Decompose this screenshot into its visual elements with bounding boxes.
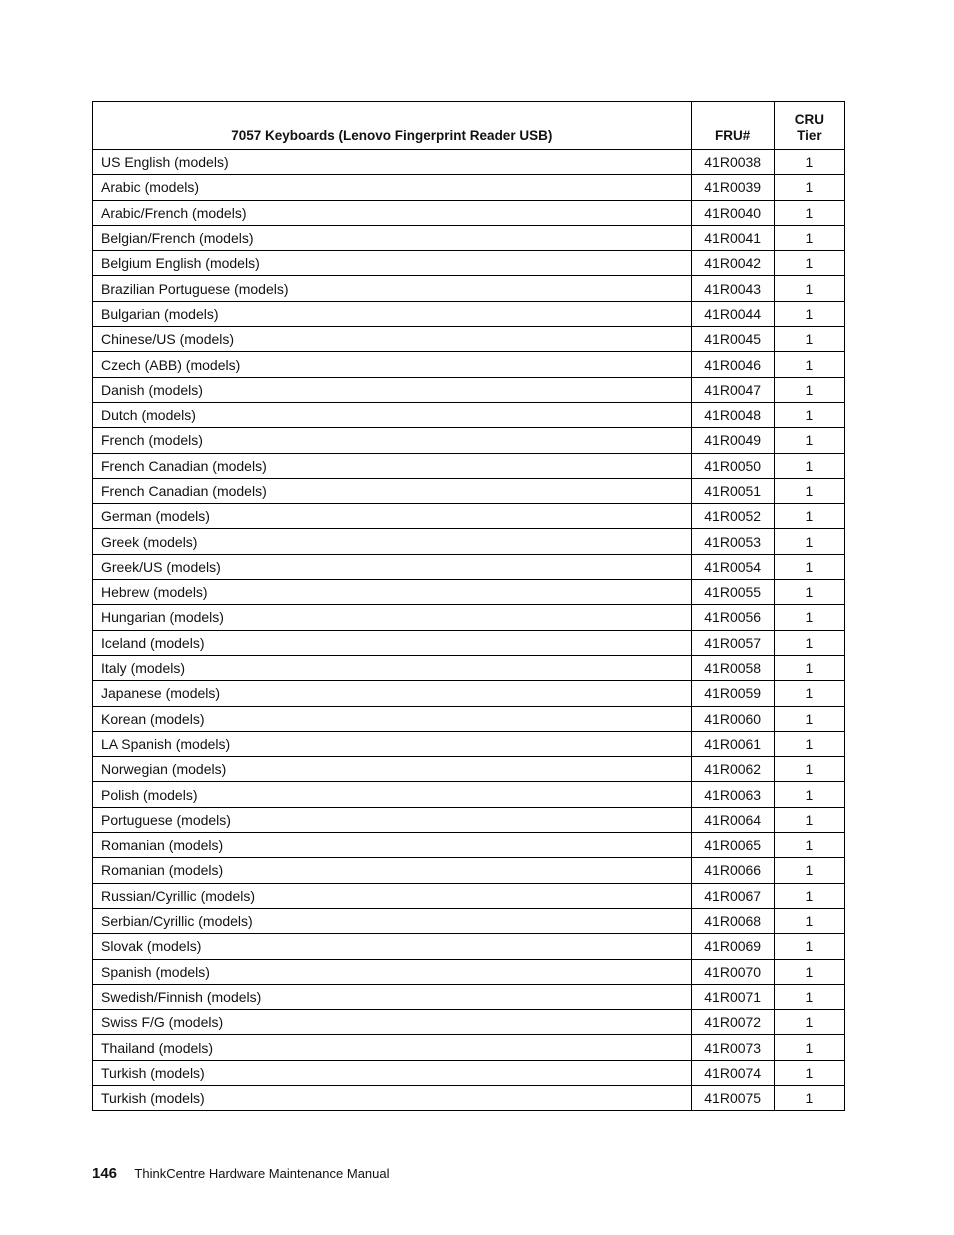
fru-number-cell: 41R0066	[691, 858, 774, 883]
header-tier-label: Tier	[797, 128, 822, 143]
keyboard-name-cell: Danish (models)	[93, 377, 692, 402]
fru-number-cell: 41R0059	[691, 681, 774, 706]
cru-tier-cell: 1	[774, 807, 844, 832]
table-row	[93, 681, 845, 706]
cru-tier-cell: 1	[774, 276, 844, 301]
table-row	[93, 782, 845, 807]
cru-tier-cell: 1	[774, 1060, 844, 1085]
fru-number-cell: 41R0039	[691, 175, 774, 200]
keyboard-name-cell: Greek (models)	[93, 529, 692, 554]
keyboard-name-cell: Turkish (models)	[93, 1085, 692, 1110]
keyboard-name-cell: Hebrew (models)	[93, 580, 692, 605]
keyboard-name-cell: Slovak (models)	[93, 934, 692, 959]
table-row	[93, 200, 845, 225]
keyboard-name-cell: Brazilian Portuguese (models)	[93, 276, 692, 301]
table-row	[93, 908, 845, 933]
table-row	[93, 858, 845, 883]
header-fru: FRU#	[691, 102, 774, 150]
fru-number-cell: 41R0042	[691, 251, 774, 276]
table-row	[93, 327, 845, 352]
table-row	[93, 1010, 845, 1035]
keyboard-name-cell: German (models)	[93, 504, 692, 529]
keyboard-name-cell: Russian/Cyrillic (models)	[93, 883, 692, 908]
cru-tier-cell: 1	[774, 150, 844, 175]
keyboard-name-cell: Korean (models)	[93, 706, 692, 731]
cru-tier-cell: 1	[774, 883, 844, 908]
cru-tier-cell: 1	[774, 984, 844, 1009]
fru-number-cell: 41R0052	[691, 504, 774, 529]
fru-number-cell: 41R0055	[691, 580, 774, 605]
fru-number-cell: 41R0050	[691, 453, 774, 478]
keyboard-name-cell: Swiss F/G (models)	[93, 1010, 692, 1035]
table-row	[93, 934, 845, 959]
fru-number-cell: 41R0038	[691, 150, 774, 175]
keyboard-name-cell: Czech (ABB) (models)	[93, 352, 692, 377]
cru-tier-cell: 1	[774, 858, 844, 883]
cru-tier-cell: 1	[774, 504, 844, 529]
manual-title: ThinkCentre Hardware Maintenance Manual	[134, 1166, 390, 1181]
table-row	[93, 757, 845, 782]
table-row	[93, 605, 845, 630]
table-row	[93, 276, 845, 301]
keyboard-name-cell: French (models)	[93, 428, 692, 453]
cru-tier-cell: 1	[774, 251, 844, 276]
fru-number-cell: 41R0067	[691, 883, 774, 908]
keyboard-name-cell: Dutch (models)	[93, 402, 692, 427]
cru-tier-cell: 1	[774, 529, 844, 554]
fru-number-cell: 41R0068	[691, 908, 774, 933]
keyboard-name-cell: Norwegian (models)	[93, 757, 692, 782]
cru-tier-cell: 1	[774, 959, 844, 984]
table-body	[93, 150, 845, 1111]
table-row	[93, 731, 845, 756]
cru-tier-cell: 1	[774, 757, 844, 782]
keyboard-name-cell: Iceland (models)	[93, 630, 692, 655]
fru-number-cell: 41R0058	[691, 655, 774, 680]
fru-number-cell: 41R0069	[691, 934, 774, 959]
cru-tier-cell: 1	[774, 605, 844, 630]
cru-tier-cell: 1	[774, 655, 844, 680]
header-keyboards: 7057 Keyboards (Lenovo Fingerprint Reader USB)	[93, 102, 692, 150]
keyboard-name-cell: Serbian/Cyrillic (models)	[93, 908, 692, 933]
table-row	[93, 352, 845, 377]
fru-number-cell: 41R0063	[691, 782, 774, 807]
keyboard-name-cell: Romanian (models)	[93, 858, 692, 883]
table-row	[93, 529, 845, 554]
fru-number-cell: 41R0043	[691, 276, 774, 301]
cru-tier-cell: 1	[774, 453, 844, 478]
cru-tier-cell: 1	[774, 352, 844, 377]
table-row	[93, 301, 845, 326]
cru-tier-cell: 1	[774, 402, 844, 427]
fru-number-cell: 41R0064	[691, 807, 774, 832]
fru-number-cell: 41R0046	[691, 352, 774, 377]
keyboard-name-cell: Polish (models)	[93, 782, 692, 807]
table-row	[93, 1035, 845, 1060]
table-row	[93, 150, 845, 175]
fru-number-cell: 41R0051	[691, 478, 774, 503]
keyboard-name-cell: Turkish (models)	[93, 1060, 692, 1085]
keyboard-name-cell: Arabic (models)	[93, 175, 692, 200]
cru-tier-cell: 1	[774, 934, 844, 959]
table-row	[93, 630, 845, 655]
keyboard-name-cell: Portuguese (models)	[93, 807, 692, 832]
table-row	[93, 959, 845, 984]
cru-tier-cell: 1	[774, 1085, 844, 1110]
table-row	[93, 478, 845, 503]
fru-number-cell: 41R0073	[691, 1035, 774, 1060]
keyboard-name-cell: Belgian/French (models)	[93, 225, 692, 250]
keyboard-name-cell: Swedish/Finnish (models)	[93, 984, 692, 1009]
table-row	[93, 655, 845, 680]
table-row	[93, 833, 845, 858]
keyboard-name-cell: Bulgarian (models)	[93, 301, 692, 326]
keyboard-name-cell: Japanese (models)	[93, 681, 692, 706]
fru-number-cell: 41R0056	[691, 605, 774, 630]
keyboard-name-cell: Belgium English (models)	[93, 251, 692, 276]
cru-tier-cell: 1	[774, 706, 844, 731]
table-row	[93, 706, 845, 731]
table-row	[93, 377, 845, 402]
table-row	[93, 807, 845, 832]
fru-number-cell: 41R0049	[691, 428, 774, 453]
cru-tier-cell: 1	[774, 782, 844, 807]
table-row	[93, 428, 845, 453]
keyboard-name-cell: Greek/US (models)	[93, 554, 692, 579]
cru-tier-cell: 1	[774, 908, 844, 933]
page-number: 146	[92, 1165, 118, 1182]
fru-number-cell: 41R0060	[691, 706, 774, 731]
keyboard-name-cell: French Canadian (models)	[93, 453, 692, 478]
fru-number-cell: 41R0075	[691, 1085, 774, 1110]
table-row	[93, 225, 845, 250]
cru-tier-cell: 1	[774, 630, 844, 655]
table-row	[93, 1085, 845, 1110]
keyboard-name-cell: Chinese/US (models)	[93, 327, 692, 352]
keyboard-name-cell: LA Spanish (models)	[93, 731, 692, 756]
table-header	[93, 102, 845, 150]
fru-number-cell: 41R0045	[691, 327, 774, 352]
fru-number-cell: 41R0044	[691, 301, 774, 326]
cru-tier-cell: 1	[774, 175, 844, 200]
cru-tier-cell: 1	[774, 301, 844, 326]
cru-tier-cell: 1	[774, 225, 844, 250]
fru-number-cell: 41R0065	[691, 833, 774, 858]
page-footer	[92, 1165, 390, 1182]
cru-tier-cell: 1	[774, 833, 844, 858]
table-row	[93, 984, 845, 1009]
cru-tier-cell: 1	[774, 478, 844, 503]
fru-number-cell: 41R0061	[691, 731, 774, 756]
fru-number-cell: 41R0047	[691, 377, 774, 402]
keyboard-name-cell: US English (models)	[93, 150, 692, 175]
keyboard-name-cell: Romanian (models)	[93, 833, 692, 858]
table-row	[93, 251, 845, 276]
fru-number-cell: 41R0057	[691, 630, 774, 655]
cru-tier-cell: 1	[774, 377, 844, 402]
table-row	[93, 580, 845, 605]
keyboard-parts-table	[92, 101, 845, 1111]
cru-tier-cell: 1	[774, 580, 844, 605]
cru-tier-cell: 1	[774, 327, 844, 352]
keyboard-name-cell: Arabic/French (models)	[93, 200, 692, 225]
table-row	[93, 453, 845, 478]
table-header-row	[93, 102, 845, 150]
table-row	[93, 402, 845, 427]
fru-number-cell: 41R0054	[691, 554, 774, 579]
cru-tier-cell: 1	[774, 428, 844, 453]
fru-number-cell: 41R0072	[691, 1010, 774, 1035]
keyboard-name-cell: Hungarian (models)	[93, 605, 692, 630]
keyboard-name-cell: Italy (models)	[93, 655, 692, 680]
fru-number-cell: 41R0041	[691, 225, 774, 250]
header-cru-tier	[774, 102, 844, 150]
cru-tier-cell: 1	[774, 731, 844, 756]
keyboard-name-cell: Thailand (models)	[93, 1035, 692, 1060]
fru-number-cell: 41R0070	[691, 959, 774, 984]
cru-tier-cell: 1	[774, 554, 844, 579]
cru-tier-cell: 1	[774, 1010, 844, 1035]
table-row	[93, 883, 845, 908]
fru-number-cell: 41R0062	[691, 757, 774, 782]
keyboard-name-cell: Spanish (models)	[93, 959, 692, 984]
table-row	[93, 175, 845, 200]
fru-number-cell: 41R0071	[691, 984, 774, 1009]
fru-number-cell: 41R0040	[691, 200, 774, 225]
table-row	[93, 1060, 845, 1085]
table-row	[93, 504, 845, 529]
fru-number-cell: 41R0048	[691, 402, 774, 427]
cru-tier-cell: 1	[774, 681, 844, 706]
table-row	[93, 554, 845, 579]
fru-number-cell: 41R0053	[691, 529, 774, 554]
cru-tier-cell: 1	[774, 1035, 844, 1060]
header-cru-label: CRU	[794, 112, 825, 127]
keyboard-name-cell: French Canadian (models)	[93, 478, 692, 503]
cru-tier-cell: 1	[774, 200, 844, 225]
fru-number-cell: 41R0074	[691, 1060, 774, 1085]
